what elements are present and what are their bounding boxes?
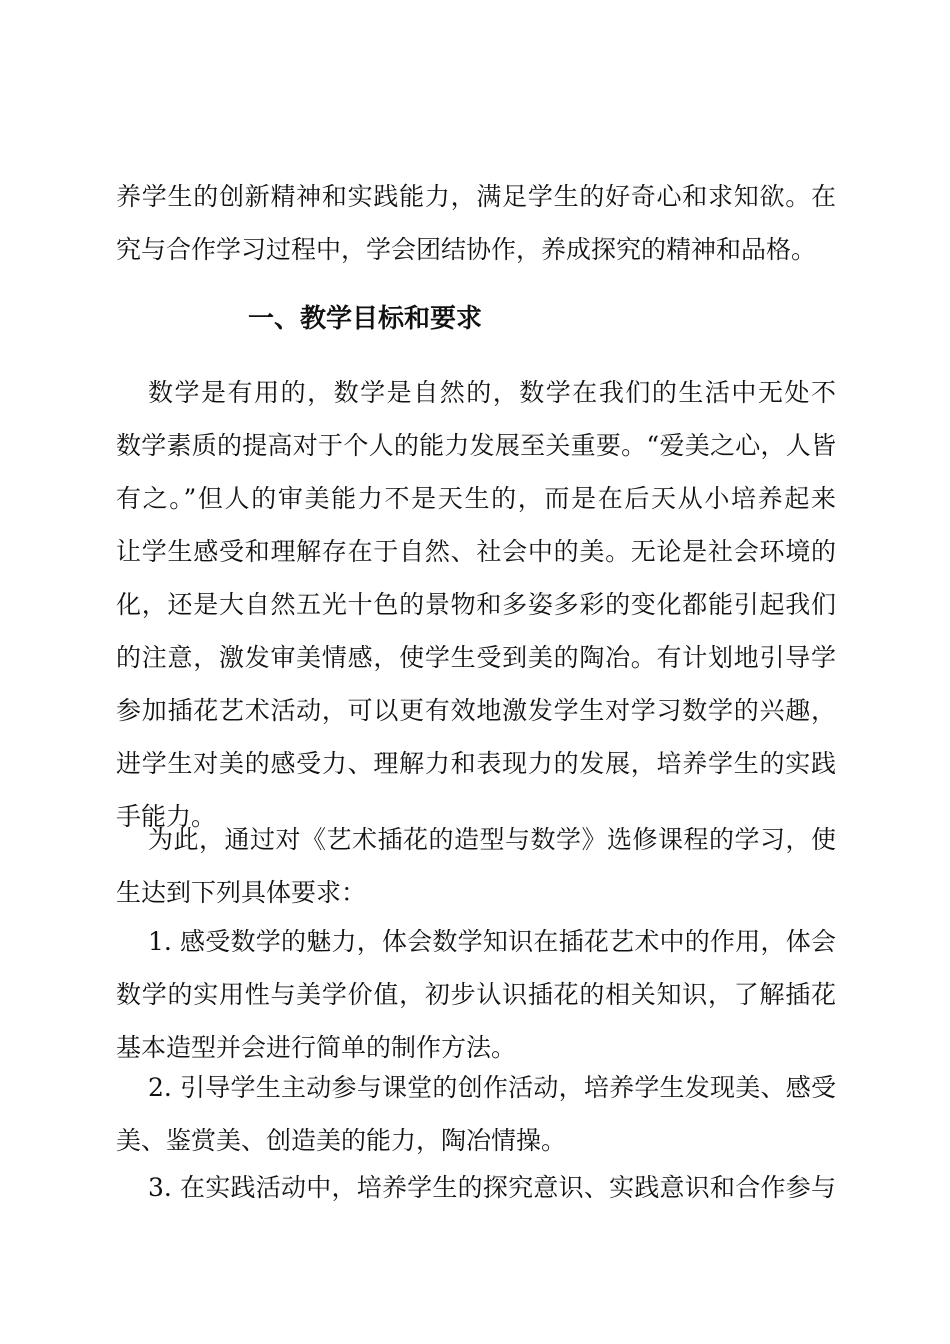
text-line: 进学生对美的感受力、理解力和表现力的发展，培养学生的实践 [116, 749, 836, 778]
paragraph-2 [116, 813, 836, 919]
section-heading: 一、教学目标和要求 [248, 304, 483, 334]
text-line: 参加插花艺术活动，可以更有效地激发学生对学习数学的兴趣， [116, 696, 836, 725]
text-line: 数学素质的提高对于个人的能力发展至关重要。“爱美之心，人皆 [116, 431, 836, 460]
text-line: 养学生的创新精神和实践能力，满足学生的好奇心和求知欲。在 [116, 182, 836, 211]
text-line: 生达到下列具体要求： [116, 878, 367, 907]
paragraph-1 [116, 366, 836, 843]
text-line: 有之。”但人的审美能力不是天生的，而是在后天从小培养起来 [116, 484, 836, 513]
list-item-2 [116, 1061, 836, 1167]
text-line: 数学的实用性与美学价值，初步认识插花的相关知识，了解插花 [116, 980, 836, 1009]
text-line: 化，还是大自然五光十色的景物和多姿多彩的变化都能引起我们 [116, 590, 836, 619]
text-line: 3. 在实践活动中，培养学生的探究意识、实践意识和合作参与 [148, 1173, 836, 1202]
text-line: 让学生感受和理解存在于自然、社会中的美。无论是社会环境的 [116, 537, 836, 566]
text-line: 2. 引导学生主动参与课堂的创作活动，培养学生发现美、感受 [148, 1073, 836, 1102]
text-line: 为此，通过对《艺术插花的造型与数学》选修课程的学习，使 [148, 825, 836, 854]
text-line: 美、鉴赏美、创造美的能力，陶冶情操。 [116, 1126, 567, 1155]
text-line: 究与合作学习过程中，学会团结协作，养成探究的精神和品格。 [116, 235, 817, 264]
list-item-3 [116, 1161, 836, 1214]
intro-paragraph [116, 170, 836, 276]
text-line: 的注意，激发审美情感，使学生受到美的陶冶。有计划地引导学 [116, 643, 836, 672]
text-line: 手能力。 [116, 802, 217, 831]
text-line: 数学是有用的，数学是自然的，数学在我们的生活中无处不 [148, 378, 836, 407]
text-line: 1. 感受数学的魅力，体会数学知识在插花艺术中的作用，体会 [148, 927, 836, 956]
text-line: 基本造型并会进行简单的制作方法。 [116, 1033, 517, 1062]
list-item-1 [116, 915, 836, 1074]
